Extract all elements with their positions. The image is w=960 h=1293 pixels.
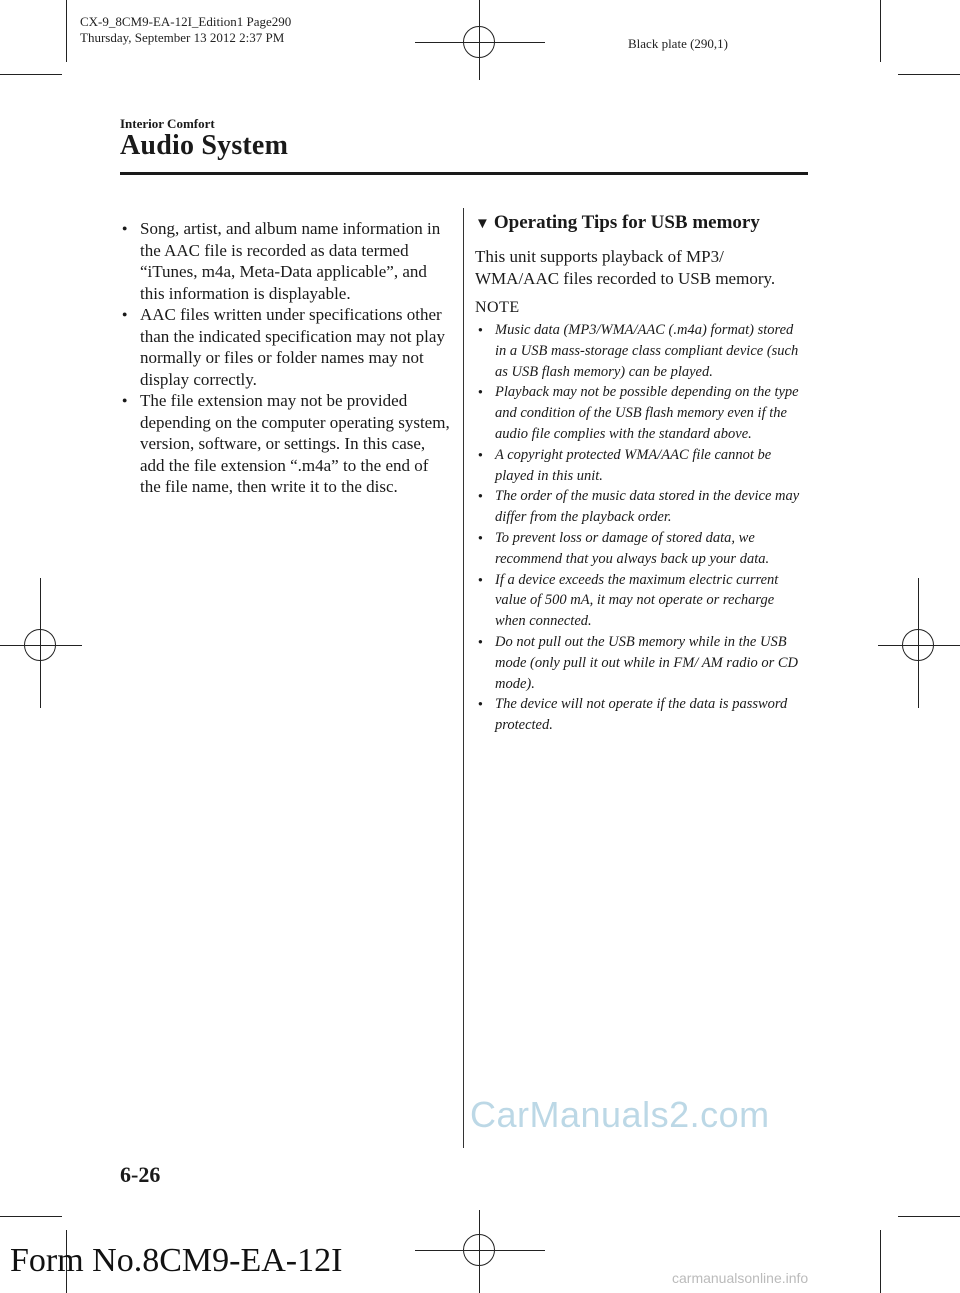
note-item: ● The order of the music data stored in the device may differ from the playback order. xyxy=(475,486,808,528)
crop-mark xyxy=(880,1230,881,1293)
note-item: ● Playback may not be possible depending on the type and condition of the USB flash memory even if the audio file complies with the standard above. xyxy=(475,382,808,444)
crop-mark xyxy=(880,0,881,62)
intro-paragraph: This unit supports playback of MP3/ WMA/AAC files recorded to USB memory. xyxy=(475,247,776,288)
page-number: 6-26 xyxy=(120,1162,161,1187)
list-item: ● Song, artist, and album name information in the AAC file is recorded as data termed “iTunes, m4a, Meta-Data applicable”, and this information is displayable. xyxy=(120,218,450,304)
crop-mark xyxy=(0,1216,62,1217)
note-item: ● A copyright protected WMA/AAC file cannot be played in this unit. xyxy=(475,445,808,487)
heading-text: Operating Tips for USB memory xyxy=(493,212,760,233)
column-divider xyxy=(463,208,464,1148)
page-title: Audio System xyxy=(120,130,289,161)
note-item: ● If a device exceeds the maximum electric current value of 500 mA, it may not operate or recharge when connected. xyxy=(475,570,808,632)
crop-mark xyxy=(898,1216,960,1217)
registration-circle-top xyxy=(463,26,495,58)
registration-circle-bottom xyxy=(463,1234,495,1266)
plate-timestamp: Thursday, September 13 2012 2:37 PM xyxy=(80,30,285,45)
title-rule xyxy=(120,172,808,175)
registration-circle-right xyxy=(902,629,934,661)
crop-mark xyxy=(0,74,62,75)
usb-tips-heading xyxy=(475,212,808,234)
note-item: ● The device will not operate if the data is password protected. xyxy=(475,694,808,736)
left-column xyxy=(120,218,450,498)
section-label: Interior Comfort xyxy=(120,116,215,131)
crop-mark xyxy=(898,74,960,75)
note-label: NOTE xyxy=(475,299,520,316)
note-list xyxy=(475,320,808,736)
note-item: ● Music data (MP3/WMA/AAC (.m4a) format) stored in a USB mass-storage class compliant device (such as USB flash memory) can be played. xyxy=(475,320,808,382)
note-item: ● To prevent loss or damage of stored data, we recommend that you always back up your data. xyxy=(475,528,808,570)
crop-mark xyxy=(66,0,67,62)
registration-circle-left xyxy=(24,629,56,661)
black-plate-label: Black plate (290,1) xyxy=(628,36,728,51)
heading-triangle-icon: ▼ xyxy=(475,216,490,232)
plate-meta xyxy=(80,14,291,46)
list-item: ● The file extension may not be provided depending on the computer operating system, version, software, or settings. In this case, add the file extension “.m4a” to the end of the file name, then write it to the disc. xyxy=(120,390,450,498)
right-column xyxy=(475,212,808,736)
list-item: ● AAC files written under specifications other than the indicated specification may not play normally or files or folder names may not display correctly. xyxy=(120,304,450,390)
note-item: ● Do not pull out the USB memory while in the USB mode (only pull it out while in FM/ AM radio or CD mode). xyxy=(475,632,808,694)
footer-site: carmanualsonline.info xyxy=(672,1270,809,1286)
watermark-logo: CarManuals2.com xyxy=(470,1094,770,1135)
plate-file-name: CX-9_8CM9-EA-12I_Edition1 Page290 xyxy=(80,14,292,29)
aac-info-list xyxy=(120,218,450,498)
form-number: Form No.8CM9-EA-12I xyxy=(10,1242,343,1279)
